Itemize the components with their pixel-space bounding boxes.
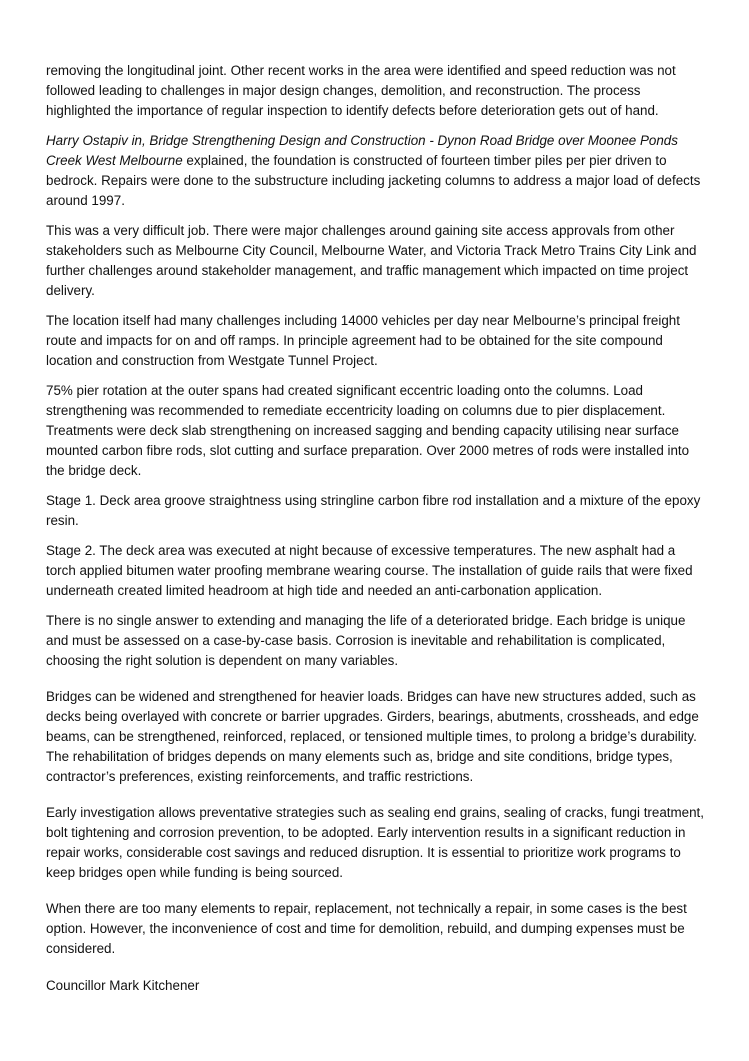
paragraph-widened-strengthened: Bridges can be widened and strengthened for heavier loads. Bridges can have new structures added, such as decks being overlayed with concrete or barrier upgrades. Girders, bearings, abutments, crossheads, and edge beams, can be strengthened, reinforced, replaced, or tensioned multiple times, to prolong a bridge’s durability. The rehabilitation of bridges depends on many elements such as, bridge and site conditions, bridge types, contractor’s preferences, existing reinforcements, and traffic restrictions. — [46, 689, 699, 784]
paragraph-location-challenges: The location itself had many challenges including 14000 vehicles per day near Melbourne’s principal freight route and impacts for on and off ramps. In principle agreement had to be obtained for the site compound location and construction from Westgate Tunnel Project. — [46, 313, 680, 368]
paragraph-no-single-answer: There is no single answer to extending and managing the life of a deteriorated bridge. Each bridge is unique and must be assessed on a case-by-case basis. Corrosion is inevitable and rehabilitation is complicated, choosing the right solution is dependent on many variables. — [46, 613, 686, 668]
paragraph-stage-1: Stage 1. Deck area groove straightness using stringline carbon fibre rod installation and a mixture of the epoxy resin. — [46, 493, 701, 528]
paragraph-foundation — [46, 131, 708, 211]
paragraph-longitudinal-joint: removing the longitudinal joint. Other recent works in the area were identified and speed reduction was not followed leading to challenges in major design changes, demolition, and reconstruction. The process highlighted the importance of regular inspection to identify defects before deterioration gets out of hand. — [46, 63, 676, 118]
paragraph-citation: Harry Ostapiv in, Bridge Strengthening Design and Construction - Dynon Road Bridge over Moonee Ponds Creek West Melbourne — [46, 133, 678, 168]
paragraph-difficult-job: This was a very difficult job. There were major challenges around gaining site access approvals from other stakeholders such as Melbourne City Council, Melbourne Water, and Victoria Track Metro Trains City Link and further challenges around stakeholder management, and traffic management which impacted on time project delivery. — [46, 223, 697, 298]
document-body — [46, 61, 708, 1006]
paragraph-foundation-text: explained, the foundation is constructed of fourteen timber piles per pier driven to bedrock. Repairs were done to the substructure including jacketing columns to address a major load of defects around 1997. — [46, 153, 701, 208]
paragraph-replacement-option: When there are too many elements to repair, replacement, not technically a repair, in some cases is the best option. However, the inconvenience of cost and time for demolition, rebuild, and dumping expenses must be considered. — [46, 901, 687, 956]
paragraph-pier-rotation: 75% pier rotation at the outer spans had created significant eccentric loading onto the columns. Load strengthening was recommended to remediate eccentricity loading on columns due to pier displacement. Treatments were deck slab strengthening on increased sagging and bending capacity utilising near surface mounted carbon fibre rods, slot cutting and surface preparation. Over 2000 metres of rods were installed into the bridge deck. — [46, 383, 690, 478]
paragraph-stage-2: Stage 2. The deck area was executed at night because of excessive temperatures. The new asphalt had a torch applied bitumen water proofing membrane wearing course. The installation of guide rails that were fixed underneath created limited headroom at high tide and needed an anti-carbonation application. — [46, 543, 693, 598]
signature: Councillor Mark Kitchener — [46, 978, 200, 993]
paragraph-early-investigation: Early investigation allows preventative strategies such as sealing end grains, sealing of cracks, fungi treatment, bolt tightening and corrosion prevention, to be adopted. Early intervention results in a significant reduction in repair works, considerable cost savings and reduced disruption. It is essential to prioritize work programs to keep bridges open while funding is being sourced. — [46, 805, 704, 880]
